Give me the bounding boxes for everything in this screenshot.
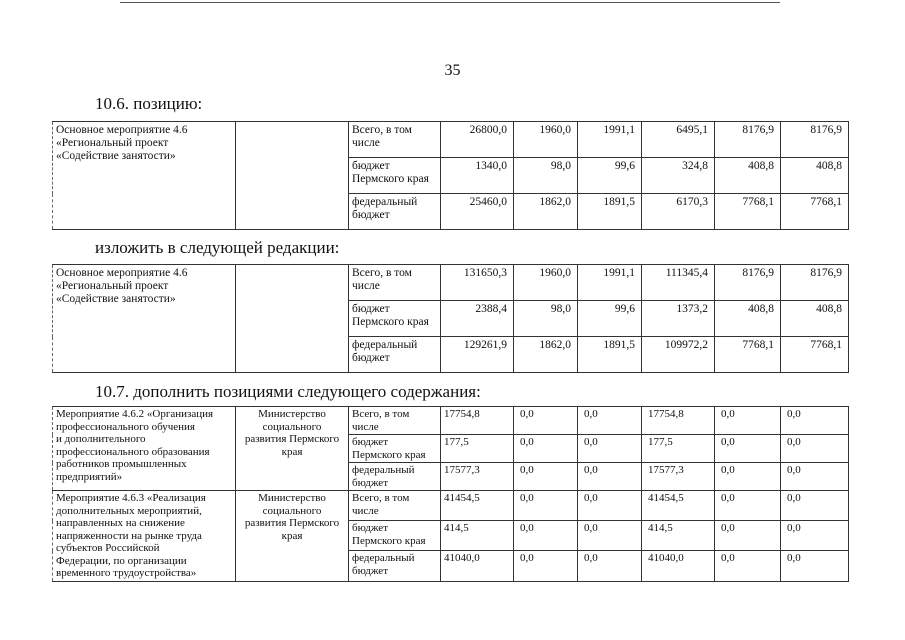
amount-cell: 0,0 (781, 463, 849, 491)
amount-cell: 17577,3 (441, 463, 514, 491)
amount-cell: 17577,3 (642, 463, 715, 491)
amount-cell: 1340,0 (441, 158, 514, 194)
amount-cell: 414,5 (441, 521, 514, 551)
amount-cell: 408,8 (715, 301, 781, 337)
amount-cell: 0,0 (578, 407, 642, 435)
new-version-table (52, 264, 849, 373)
amount-cell: 0,0 (514, 521, 578, 551)
amount-cell: 6170,3 (642, 194, 715, 230)
amount-cell: 0,0 (514, 407, 578, 435)
amount-cell: 0,0 (715, 491, 781, 521)
amount-cell: 2388,4 (441, 301, 514, 337)
amount-cell: 0,0 (781, 551, 849, 581)
additional-positions-table (52, 406, 849, 582)
amount-cell: 0,0 (514, 463, 578, 491)
measure-name-cell: Основное мероприятие 4.6 «Региональный проект «Содействие занятости» (53, 265, 236, 373)
amount-cell: 17754,8 (441, 407, 514, 435)
amount-cell: 0,0 (781, 491, 849, 521)
mid-heading: изложить в следующей редакции: (95, 238, 340, 257)
amount-cell: 0,0 (781, 521, 849, 551)
funding-source-cell: бюджет Пермского края (349, 158, 441, 194)
amount-cell: 1991,1 (578, 265, 642, 301)
amount-cell: 1891,5 (578, 194, 642, 230)
amount-cell: 0,0 (514, 491, 578, 521)
amount-cell: 7768,1 (781, 194, 849, 230)
amount-cell: 0,0 (715, 463, 781, 491)
amount-cell: 131650,3 (441, 265, 514, 301)
amount-cell: 0,0 (715, 551, 781, 581)
amount-cell: 129261,9 (441, 337, 514, 373)
amount-cell: 0,0 (514, 435, 578, 463)
amount-cell: 0,0 (781, 435, 849, 463)
amount-cell: 7768,1 (715, 337, 781, 373)
amount-cell: 1862,0 (514, 194, 578, 230)
funding-source-cell: бюджет Пермского края (349, 435, 441, 463)
amount-cell: 0,0 (514, 551, 578, 581)
amount-cell: 1991,1 (578, 122, 642, 158)
section-10-7-heading: 10.7. дополнить позициями следующего содержания: (95, 382, 481, 401)
funding-source-cell: бюджет Пермского края (349, 521, 441, 551)
amount-cell: 41454,5 (642, 491, 715, 521)
measure-name-cell: Мероприятие 4.6.3 «Реализация дополнительных мероприятий, направленных на снижение напряженности на рынке труда субъектов Российской Федерации, по организации временного трудоустройства» (53, 491, 236, 582)
table-row (53, 491, 849, 521)
funding-source-cell: Всего, в том числе (349, 265, 441, 301)
amount-cell: 6495,1 (642, 122, 715, 158)
amount-cell: 98,0 (514, 301, 578, 337)
executor-cell (236, 122, 349, 230)
table-row (53, 265, 849, 301)
amount-cell: 8176,9 (715, 122, 781, 158)
funding-source-cell: Всего, в том числе (349, 122, 441, 158)
table-row (53, 407, 849, 435)
amount-cell: 8176,9 (715, 265, 781, 301)
amount-cell: 414,5 (642, 521, 715, 551)
amount-cell: 177,5 (642, 435, 715, 463)
funding-source-cell: федеральный бюджет (349, 194, 441, 230)
amount-cell: 408,8 (781, 301, 849, 337)
amount-cell: 0,0 (715, 407, 781, 435)
amount-cell: 408,8 (781, 158, 849, 194)
funding-source-cell: федеральный бюджет (349, 463, 441, 491)
amount-cell: 1960,0 (514, 265, 578, 301)
page-number: 35 (444, 62, 461, 79)
amount-cell: 7768,1 (715, 194, 781, 230)
measure-name-cell: Мероприятие 4.6.2 «Организация профессионального обучения и дополнительного профессионального образования работников промышленных предприятий» (53, 407, 236, 491)
amount-cell: 8176,9 (781, 122, 849, 158)
amount-cell: 408,8 (715, 158, 781, 194)
amount-cell: 41454,5 (441, 491, 514, 521)
top-border-line (120, 2, 780, 3)
amount-cell: 0,0 (578, 435, 642, 463)
amount-cell: 0,0 (578, 551, 642, 581)
funding-source-cell: федеральный бюджет (349, 551, 441, 581)
amount-cell: 41040,0 (642, 551, 715, 581)
amount-cell: 26800,0 (441, 122, 514, 158)
funding-source-cell: Всего, в том числе (349, 491, 441, 521)
amount-cell: 17754,8 (642, 407, 715, 435)
amount-cell: 1891,5 (578, 337, 642, 373)
amount-cell: 0,0 (578, 521, 642, 551)
section-10-6-heading: 10.6. позицию: (95, 94, 203, 113)
amount-cell: 324,8 (642, 158, 715, 194)
funding-source-cell: федеральный бюджет (349, 337, 441, 373)
executor-cell: Министерство социального развития Пермского края (236, 491, 349, 582)
table-row (53, 122, 849, 158)
old-version-table (52, 121, 849, 230)
amount-cell: 0,0 (781, 407, 849, 435)
amount-cell: 1960,0 (514, 122, 578, 158)
executor-cell (236, 265, 349, 373)
amount-cell: 25460,0 (441, 194, 514, 230)
amount-cell: 99,6 (578, 158, 642, 194)
amount-cell: 177,5 (441, 435, 514, 463)
amount-cell: 1862,0 (514, 337, 578, 373)
amount-cell: 111345,4 (642, 265, 715, 301)
amount-cell: 99,6 (578, 301, 642, 337)
amount-cell: 1373,2 (642, 301, 715, 337)
amount-cell: 8176,9 (781, 265, 849, 301)
amount-cell: 41040,0 (441, 551, 514, 581)
funding-source-cell: Всего, в том числе (349, 407, 441, 435)
amount-cell: 98,0 (514, 158, 578, 194)
amount-cell: 109972,2 (642, 337, 715, 373)
amount-cell: 0,0 (578, 491, 642, 521)
amount-cell: 0,0 (578, 463, 642, 491)
executor-cell: Министерство социального развития Пермского края (236, 407, 349, 491)
amount-cell: 7768,1 (781, 337, 849, 373)
amount-cell: 0,0 (715, 521, 781, 551)
measure-name-cell: Основное мероприятие 4.6 «Региональный проект «Содействие занятости» (53, 122, 236, 230)
funding-source-cell: бюджет Пермского края (349, 301, 441, 337)
amount-cell: 0,0 (715, 435, 781, 463)
